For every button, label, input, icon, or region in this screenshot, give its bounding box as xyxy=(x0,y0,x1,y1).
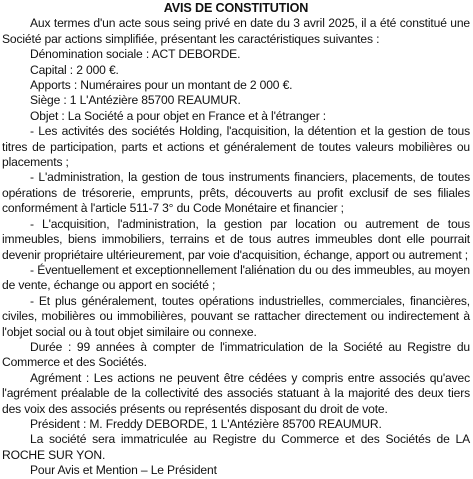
approval-paragraph: Agrément : Les actions ne peuvent être cédées y compris entre associés qu'avec l'agrément préalable de la collectivité des associés statuant à la majorité des deux tiers des voix des associés présents ou représentés disposant du droit de vote. xyxy=(2,370,470,416)
capital-line: Capital : 2 000 €. xyxy=(30,62,119,77)
notice-title: AVIS DE CONSTITUTION xyxy=(163,1,309,15)
contributions-line: Apports : Numéraires pour un montant de 2 000 €. xyxy=(30,78,293,93)
purpose-item-real-estate: - L'acquisition, l'administration, la gestion par location ou autrement de tous immeubles, biens immobiliers, terrains et de tous autres immeubles dont elle pourrait devenir propriétaire ultérieurement, par voie d'acquisition, échange, apport ou autrement ; xyxy=(2,216,470,262)
signature-line: Pour Avis et Mention – Le Président xyxy=(30,463,217,478)
purpose-item-holding: - Les activités des sociétés Holding, l'acquisition, la détention et la gestion de tous titres de participation, parts et actions et généralement de toutes valeurs mobilières ou placements ; xyxy=(2,124,470,170)
purpose-item-alienation: - Éventuellement et exceptionnellement l'aliénation du ou des immeubles, au moyen de vente, échange ou apport en société ; xyxy=(2,262,470,293)
purpose-item-general: - Et plus généralement, toutes opérations industrielles, commerciales, financières, civiles, mobilières ou immobilières, pouvant se rattacher directement ou indirectement à l'objet social ou à tout objet similaire ou connexe. xyxy=(2,293,470,339)
head-office-line: Siège : 1 L'Antézière 85700 REAUMUR. xyxy=(30,93,241,108)
purpose-item-financial: - L'administration, la gestion de tous instruments financiers, placements, de toutes opérations de trésorerie, emprunts, prêts, découverts au profit exclusif de ses filiales conformément à l'article 511-7 3° du Code Monétaire et financier ; xyxy=(2,170,470,216)
registration-paragraph: La société sera immatriculée au Registre du Commerce et des Sociétés de LA ROCHE SUR YON. xyxy=(2,432,470,462)
president-line: Président : M. Freddy DEBORDE, 1 L'Antézière 85700 REAUMUR. xyxy=(30,416,382,431)
intro-paragraph: Aux termes d'un acte sous seing privé en date du 3 avril 2025, il a été constitué une Société par actions simplifiée, présentant les caractéristiques suivantes : xyxy=(2,16,470,46)
duration-paragraph: Durée : 99 années à compter de l'immatriculation de la Société au Registre du Commerce et des Sociétés. xyxy=(2,339,470,370)
purpose-heading: Objet : La Société a pour objet en France et à l'étranger : xyxy=(30,108,326,123)
company-name-line: Dénomination sociale : ACT DEBORDE. xyxy=(30,47,241,62)
